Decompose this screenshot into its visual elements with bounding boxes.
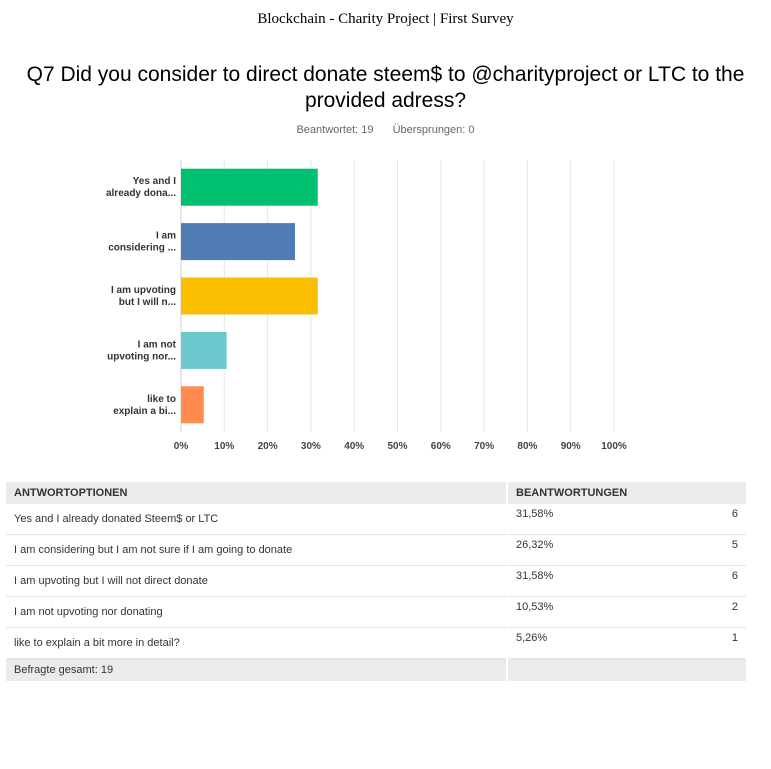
category-label: I am	[155, 230, 176, 242]
response-stats	[0, 124, 771, 136]
table-row	[6, 504, 746, 535]
row-percent: 31,58%	[507, 504, 710, 535]
x-tick-label: 50%	[387, 441, 408, 452]
x-tick-label: 10%	[214, 441, 235, 452]
column-header-responses: BEANTWORTUNGEN	[507, 482, 746, 504]
table-row	[6, 597, 746, 628]
bar	[181, 386, 204, 423]
x-tick-label: 20%	[257, 441, 278, 452]
category-label: explain a bi...	[113, 405, 176, 417]
x-tick-label: 80%	[517, 441, 538, 452]
category-label: but I will n...	[118, 297, 176, 308]
table-row	[6, 566, 746, 597]
category-label: already dona...	[105, 188, 176, 200]
category-label: considering ...	[108, 242, 176, 254]
column-header-options: ANTWORTOPTIONEN	[6, 482, 507, 504]
x-tick-label: 90%	[560, 441, 581, 452]
x-tick-label: 40%	[344, 441, 365, 452]
row-count: 6	[710, 504, 746, 535]
row-count: 5	[710, 535, 746, 566]
bar	[181, 278, 318, 315]
category-label: upvoting nor...	[107, 351, 176, 363]
row-label: like to explain a bit more in detail?	[6, 628, 507, 659]
row-label: Yes and I already donated Steem$ or LTC	[6, 504, 507, 535]
bar	[181, 332, 227, 369]
category-label: like to	[147, 393, 176, 405]
row-percent: 5,26%	[507, 628, 710, 659]
bar-chart	[0, 150, 771, 460]
table-row	[6, 628, 746, 659]
x-tick-label: 0%	[173, 441, 189, 452]
row-count: 2	[710, 597, 746, 628]
bar	[181, 169, 318, 206]
category-label: Yes and I	[132, 176, 176, 188]
row-count: 6	[710, 566, 746, 597]
x-tick-label: 100%	[601, 441, 627, 452]
answered-count: Beantwortet: 19	[296, 124, 374, 136]
x-tick-label: 30%	[300, 441, 321, 452]
x-tick-label: 60%	[430, 441, 451, 452]
skipped-count: Übersprungen: 0	[392, 124, 475, 136]
row-percent: 10,53%	[507, 597, 710, 628]
document-title: Blockchain - Charity Project | First Survey	[257, 11, 514, 27]
table-row	[6, 535, 746, 566]
question-title: Q7 Did you consider to direct donate steem$ to @charityproject or LTC to the provided adress?	[26, 63, 745, 112]
x-tick-label: 70%	[474, 441, 495, 452]
category-label: I am upvoting	[111, 285, 176, 296]
total-blank-cell	[507, 659, 746, 682]
total-respondents: Befragte gesamt: 19	[6, 659, 507, 682]
category-label: I am not	[137, 339, 176, 351]
row-count: 1	[710, 628, 746, 659]
row-label: I am considering but I am not sure if I am going to donate	[6, 535, 507, 566]
row-label: I am not upvoting nor donating	[6, 597, 507, 628]
table-total-row	[6, 659, 746, 682]
results-table	[6, 482, 746, 681]
row-label: I am upvoting but I will not direct donate	[6, 566, 507, 597]
row-percent: 26,32%	[507, 535, 710, 566]
bar	[181, 223, 295, 260]
row-percent: 31,58%	[507, 566, 710, 597]
table-header-row	[6, 482, 746, 504]
